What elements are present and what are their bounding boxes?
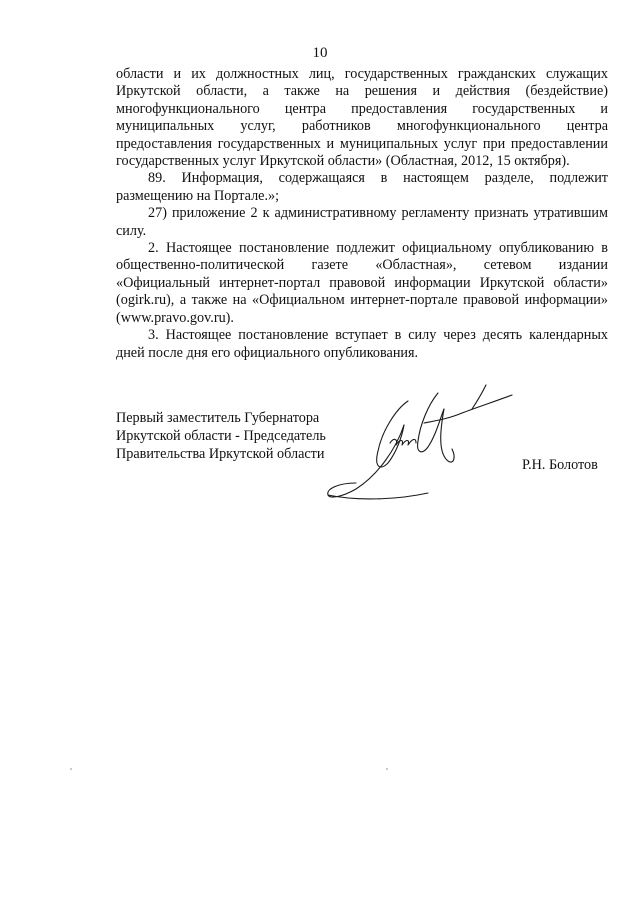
page-number: 10 — [312, 45, 328, 61]
signatory-position-line: Первый заместитель Губернатора — [116, 410, 320, 426]
signatory-position-line: Правительства Иркутской области — [116, 446, 325, 463]
paragraph-item-2: 2. Настоящее постановление подлежит официальному опубликованию в общественно-политической газете «Областная», сетевом издании «Официальный интернет-портал правовой информации Иркутской области» (ogirk.ru), а также на «Официальном интернет-портале правовой информации» (www.pravo.gov.ru). — [116, 240, 608, 326]
paragraph-item-27: 27) приложение 2 к административному регламенту признать утратившим силу. — [116, 205, 608, 239]
scan-speck — [70, 768, 72, 770]
scan-speck — [386, 768, 388, 770]
paragraph-continuation: области и их должностных лиц, государственных гражданских служащих Иркутской области, а также на решения и действия (бездействие) многофункционального центра предоставления государственных и муниципальных услуг, работников многофункционального центра предоставления государственных и муниципальных услуг при предоставлении государственных услуг Иркутской области» (Областная, 2012, 15 октября). — [116, 66, 608, 170]
handwritten-signature — [316, 379, 536, 509]
signature-block — [116, 409, 608, 519]
signatory-position-line: Иркутской области - Председатель — [116, 428, 326, 445]
paragraph-item-89: 89. Информация, содержащаяся в настоящем разделе, подлежит размещению на Портале.»; — [116, 170, 608, 204]
paragraph-item-3: 3. Настоящее постановление вступает в силу через десять календарных дней после дня его официального опубликования. — [116, 327, 608, 361]
signatory-name: Р.Н. Болотов — [522, 457, 598, 473]
document-body — [116, 66, 608, 362]
